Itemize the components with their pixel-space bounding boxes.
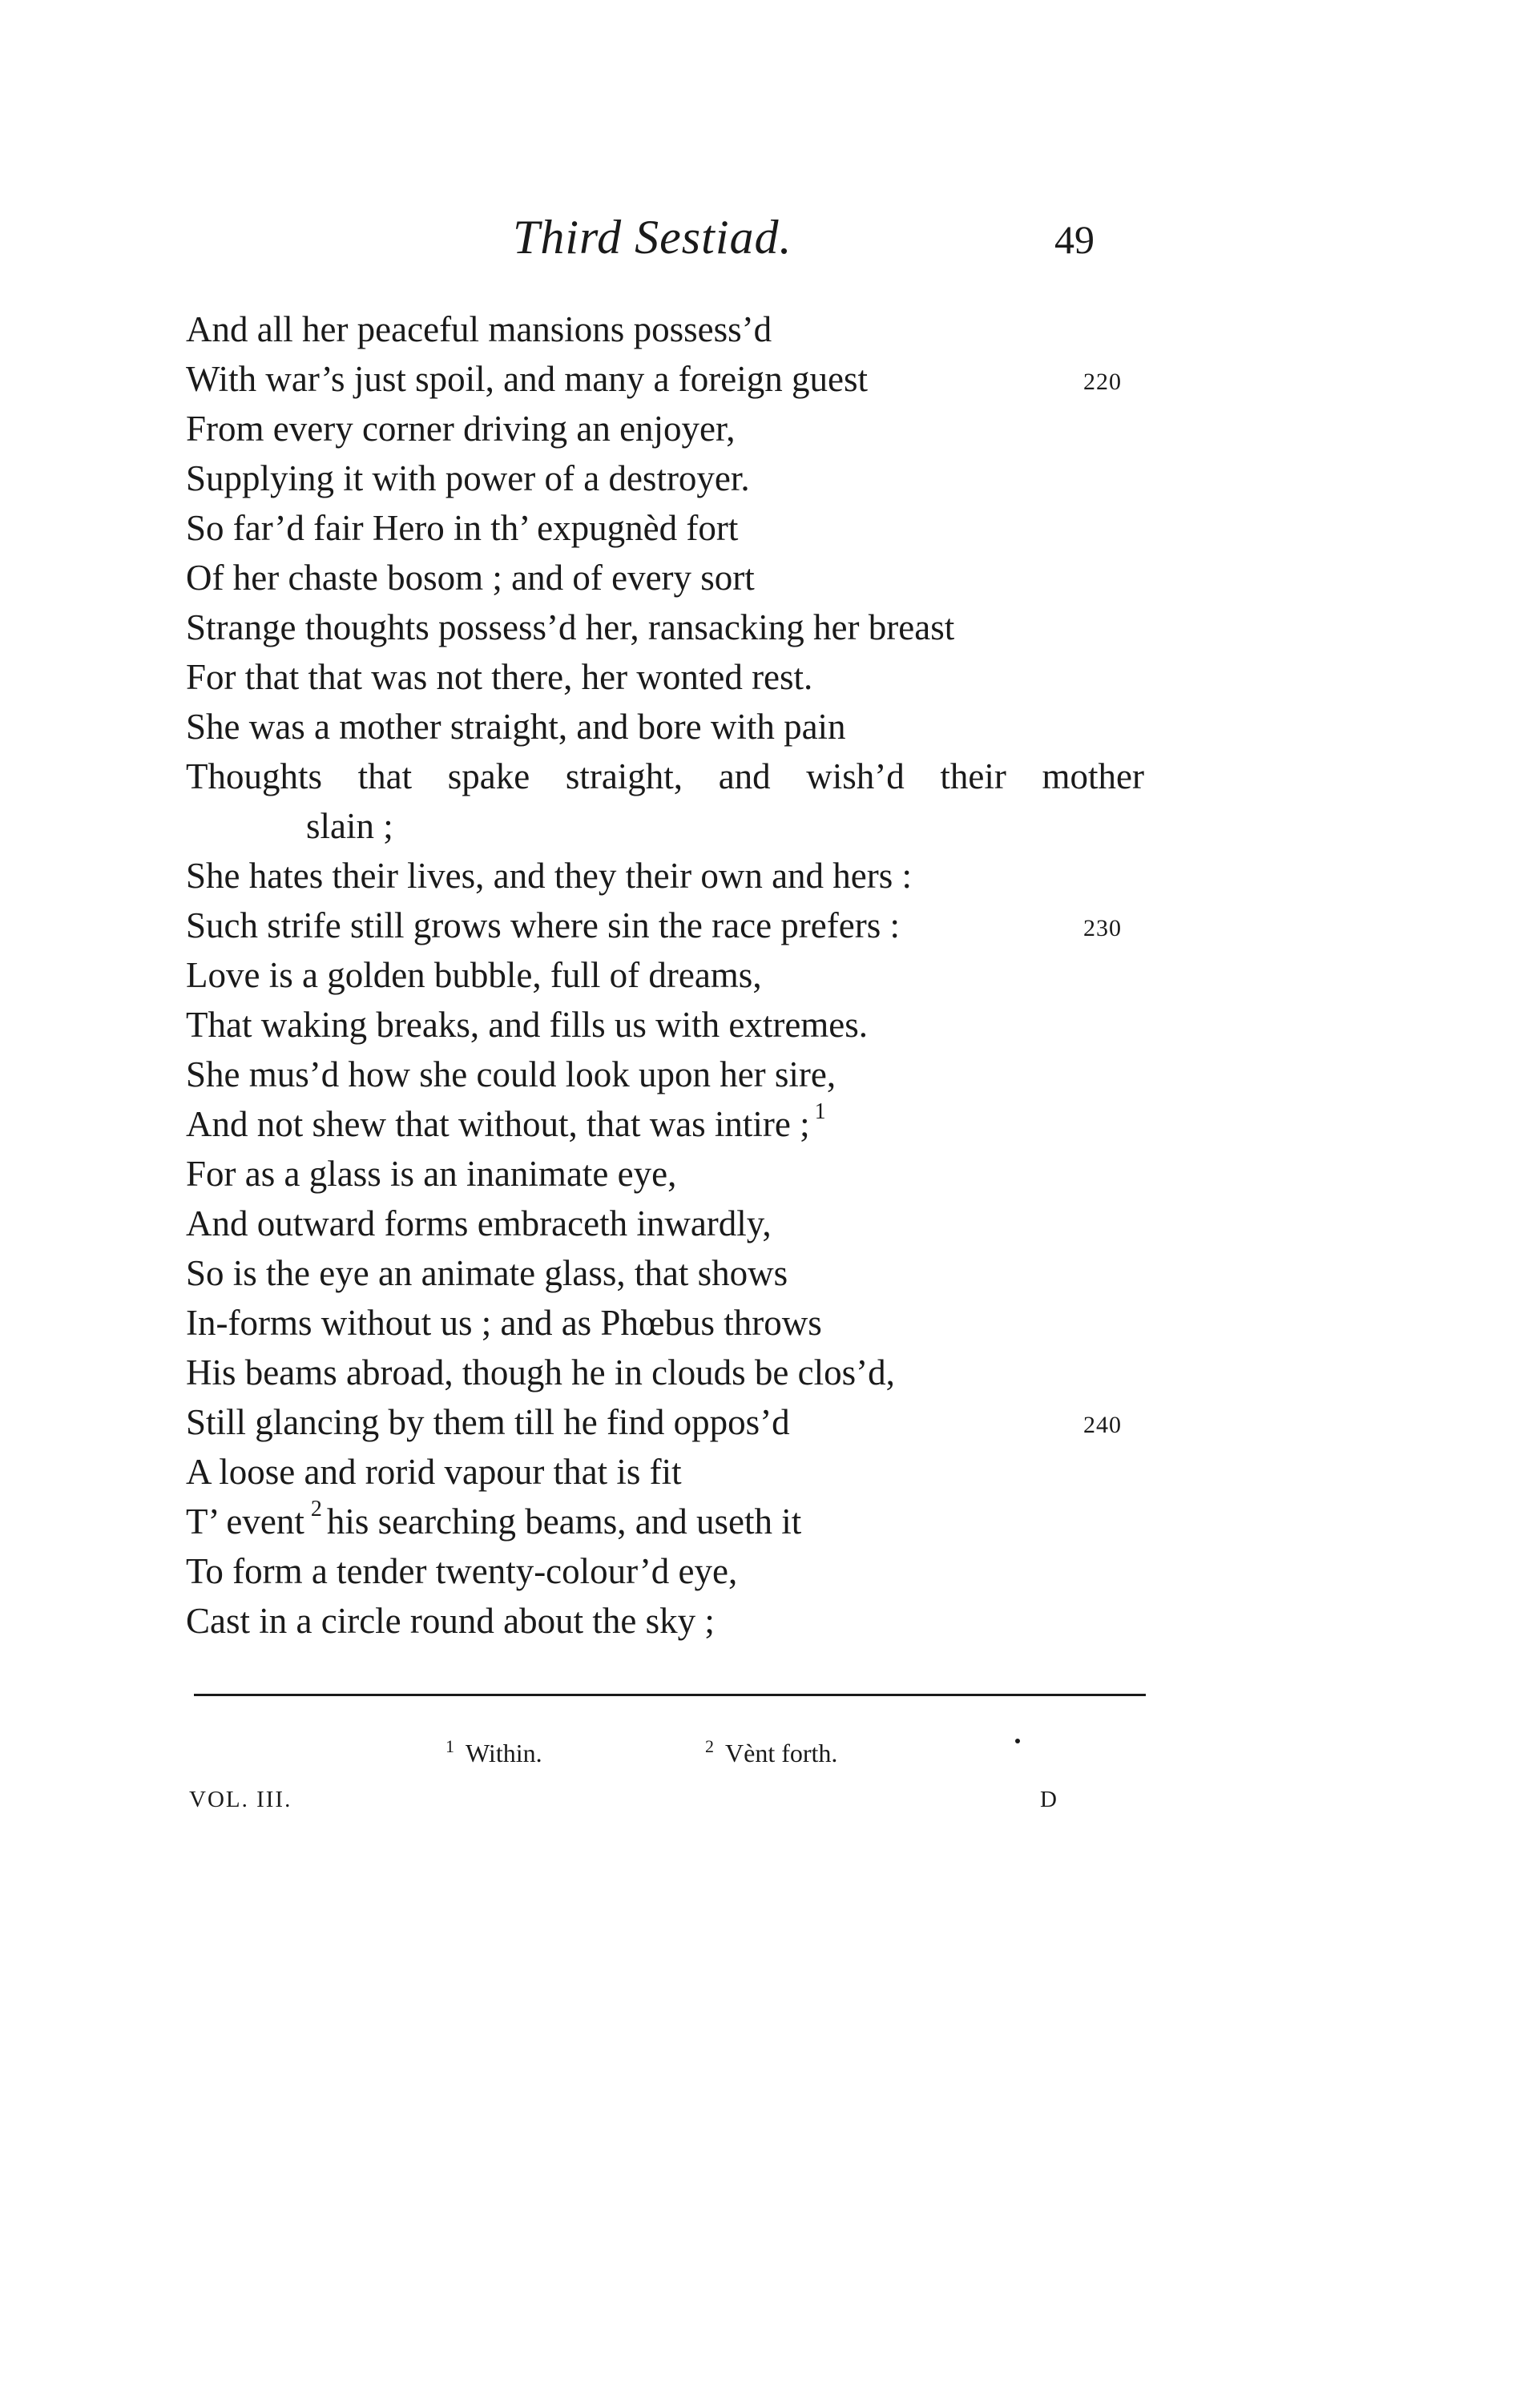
footnote-rule xyxy=(194,1694,1146,1696)
verse-line: Love is a golden bubble, full of dreams, xyxy=(186,955,762,995)
verse-line: His beams abroad, though he in clouds be clos’d, xyxy=(186,1352,895,1392)
page-number: 49 xyxy=(1054,217,1095,262)
verse-line: Supplying it with power of a destroyer. xyxy=(186,458,750,498)
verse-line-continuation: slain ; xyxy=(306,806,393,846)
verse-line: She mus’d how she could look upon her sire, xyxy=(186,1054,837,1094)
verse-line: Of her chaste bosom ; and of every sort xyxy=(186,558,755,598)
footnote-reference: 2 xyxy=(310,1497,322,1521)
verse-line: T’ event $^2$ his searching beams, and useth it xyxy=(186,1497,802,1542)
verse-line: With war’s just spoil, and many a foreign guest 220 xyxy=(186,354,1372,404)
verse-line: Cast in a circle round about the sky ; xyxy=(186,1601,715,1641)
verse-line: And outward forms embraceth inwardly, xyxy=(186,1203,772,1243)
running-head xyxy=(0,210,1540,274)
verse-line: For that that was not there, her wonted rest. xyxy=(186,657,813,697)
footnote-mark: 2 xyxy=(705,1736,714,1756)
verse-line: She hates their lives, and they their own and hers : xyxy=(186,856,913,896)
verse-line: For as a glass is an inanimate eye, xyxy=(186,1154,677,1194)
signature-line xyxy=(0,1787,1540,1827)
verse-line: That waking breaks, and fills us with extremes. xyxy=(186,1005,869,1045)
verse-line: So far’d fair Hero in th’ expugnèd fort xyxy=(186,508,739,548)
verse-line: So is the eye an animate glass, that shows xyxy=(186,1253,788,1293)
signature-letter: D xyxy=(1040,1787,1058,1812)
footnote-text: Vènt forth. xyxy=(725,1739,838,1767)
verse-line: To form a tender twenty-colour’d eye, xyxy=(186,1551,738,1591)
line-number: 220 xyxy=(1083,369,1122,395)
verse-line: She was a mother straight, and bore with pain xyxy=(186,707,846,747)
verse-line: Thoughts that spake straight, and wish’d their mother xyxy=(186,756,1144,796)
verse-line: Strange thoughts possess’d her, ransacking her breast xyxy=(186,607,955,647)
footnote xyxy=(705,1736,838,1768)
verse-line: Still glancing by them till he find oppos’d 240 xyxy=(186,1397,1372,1447)
volume-label: VOL. III. xyxy=(189,1787,292,1812)
verse-line: From every corner driving an enjoyer, xyxy=(186,409,736,449)
verse-line: Such strife still grows where sin the race prefers : 230 xyxy=(186,901,1372,950)
footnote-mark: 1 xyxy=(445,1736,454,1756)
running-head-title: Third Sestiad. xyxy=(513,211,792,264)
verse-block xyxy=(186,304,1372,1646)
stray-ink-dot xyxy=(1015,1739,1020,1743)
footnotes xyxy=(0,1734,1540,1782)
line-number: 240 xyxy=(1083,1412,1122,1438)
verse-line: And not shew that without, that was intire ; $^1$ xyxy=(186,1099,826,1144)
footnote-reference: 1 xyxy=(814,1099,826,1124)
footnote-text: Within. xyxy=(466,1739,542,1767)
verse-line: And all her peaceful mansions possess’d xyxy=(186,309,772,349)
line-number: 230 xyxy=(1083,915,1122,941)
footnote xyxy=(445,1736,542,1768)
verse-line: A loose and rorid vapour that is fit xyxy=(186,1452,682,1492)
verse-line: In-forms without us ; and as Phœbus throws xyxy=(186,1303,822,1343)
